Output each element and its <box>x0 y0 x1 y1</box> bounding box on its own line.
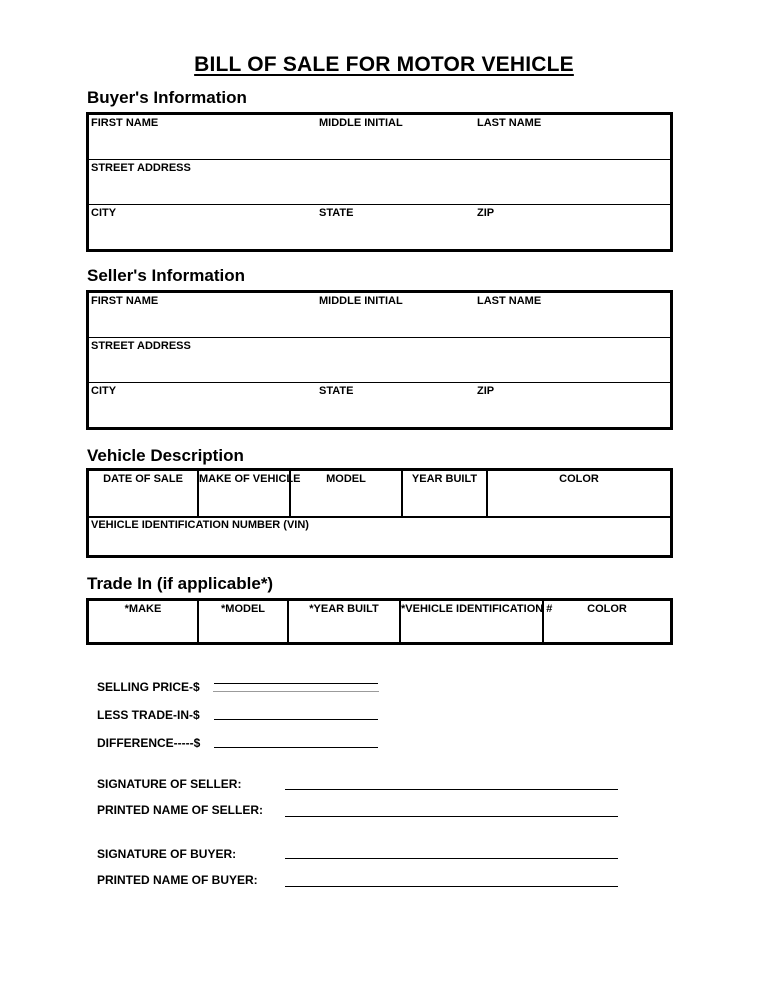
less-trade-in-line[interactable] <box>214 719 378 720</box>
trade-in-make-label: *MAKE <box>124 603 162 615</box>
vehicle-vin-cell[interactable] <box>89 518 670 555</box>
seller-first-name-label: FIRST NAME <box>91 295 159 307</box>
vehicle-make-cell[interactable] <box>199 471 301 516</box>
seller-zip-label: ZIP <box>477 385 495 397</box>
seller-street-address-row[interactable] <box>89 338 670 383</box>
seller-name-row[interactable] <box>89 293 670 338</box>
selling-price-line[interactable] <box>214 683 378 684</box>
seller-last-name-label: LAST NAME <box>477 295 542 307</box>
printed-name-of-buyer-label: PRINTED NAME OF BUYER: <box>97 873 258 887</box>
printed-name-of-buyer-line[interactable] <box>285 886 618 887</box>
signature-of-seller-line[interactable] <box>285 789 618 790</box>
vehicle-model-cell[interactable] <box>291 471 403 516</box>
vehicle-section-heading: Vehicle Description <box>87 446 244 465</box>
printed-name-of-seller-line[interactable] <box>285 816 618 817</box>
seller-city-state-zip-row[interactable] <box>89 383 670 427</box>
vehicle-model-label: MODEL <box>326 473 366 485</box>
trade-in-section-heading: Trade In (if applicable*) <box>87 574 274 593</box>
seller-middle-initial-label: MIDDLE INITIAL <box>319 295 403 307</box>
vehicle-vin-label: VEHICLE IDENTIFICATION NUMBER (VIN) <box>91 519 309 531</box>
vehicle-year-built-label: YEAR BUILT <box>411 473 478 485</box>
vehicle-make-label: MAKE OF VEHICLE <box>199 473 301 485</box>
less-trade-in-label: LESS TRADE-IN-$ <box>97 708 200 722</box>
buyer-zip-label: ZIP <box>477 207 495 219</box>
seller-street-address-label: STREET ADDRESS <box>91 340 191 352</box>
difference-label: DIFFERENCE-----$ <box>97 736 201 750</box>
difference-line[interactable] <box>214 747 378 748</box>
page-title: BILL OF SALE FOR MOTOR VEHICLE <box>194 53 574 76</box>
seller-section-heading: Seller's Information <box>87 266 246 285</box>
vehicle-date-of-sale-cell[interactable] <box>89 471 199 516</box>
vehicle-year-built-cell[interactable] <box>403 471 488 516</box>
buyer-city-label: CITY <box>91 207 117 219</box>
vehicle-color-cell[interactable] <box>488 471 670 516</box>
seller-city-label: CITY <box>91 385 117 397</box>
trade-in-vin-label: *VEHICLE IDENTIFICATION # <box>401 603 553 615</box>
signature-of-buyer-label: SIGNATURE OF BUYER: <box>97 847 237 861</box>
vehicle-color-label: COLOR <box>559 473 599 485</box>
signature-of-buyer-line[interactable] <box>285 858 618 859</box>
signature-of-seller-label: SIGNATURE OF SELLER: <box>97 777 242 791</box>
buyer-section-heading: Buyer's Information <box>87 88 247 107</box>
buyer-first-name-label: FIRST NAME <box>91 117 159 129</box>
trade-in-year-built-label: *YEAR BUILT <box>309 603 379 615</box>
printed-name-of-seller-label: PRINTED NAME OF SELLER: <box>97 803 264 817</box>
vehicle-description-table <box>86 468 673 558</box>
selling-price-label: SELLING PRICE-$ <box>97 680 200 694</box>
buyer-street-address-label: STREET ADDRESS <box>91 162 191 174</box>
buyer-name-row[interactable] <box>89 115 670 160</box>
trade-in-year-built-cell[interactable] <box>289 601 401 642</box>
buyer-last-name-label: LAST NAME <box>477 117 542 129</box>
seller-info-table <box>86 290 673 430</box>
trade-in-table <box>86 598 673 645</box>
trade-in-make-cell[interactable] <box>89 601 199 642</box>
trade-in-model-label: *MODEL <box>221 603 265 615</box>
trade-in-row <box>89 601 670 642</box>
selling-price-secondary-line <box>213 691 379 692</box>
buyer-info-table <box>86 112 673 252</box>
seller-state-label: STATE <box>319 385 354 397</box>
buyer-street-address-row[interactable] <box>89 160 670 205</box>
trade-in-color-cell[interactable] <box>544 601 670 642</box>
trade-in-model-cell[interactable] <box>199 601 289 642</box>
buyer-middle-initial-label: MIDDLE INITIAL <box>319 117 403 129</box>
vehicle-date-of-sale-label: DATE OF SALE <box>103 473 183 485</box>
trade-in-color-label: COLOR <box>587 603 627 615</box>
buyer-state-label: STATE <box>319 207 354 219</box>
buyer-city-state-zip-row[interactable] <box>89 205 670 249</box>
vehicle-header-row <box>89 471 670 518</box>
trade-in-vin-cell[interactable] <box>401 601 553 642</box>
